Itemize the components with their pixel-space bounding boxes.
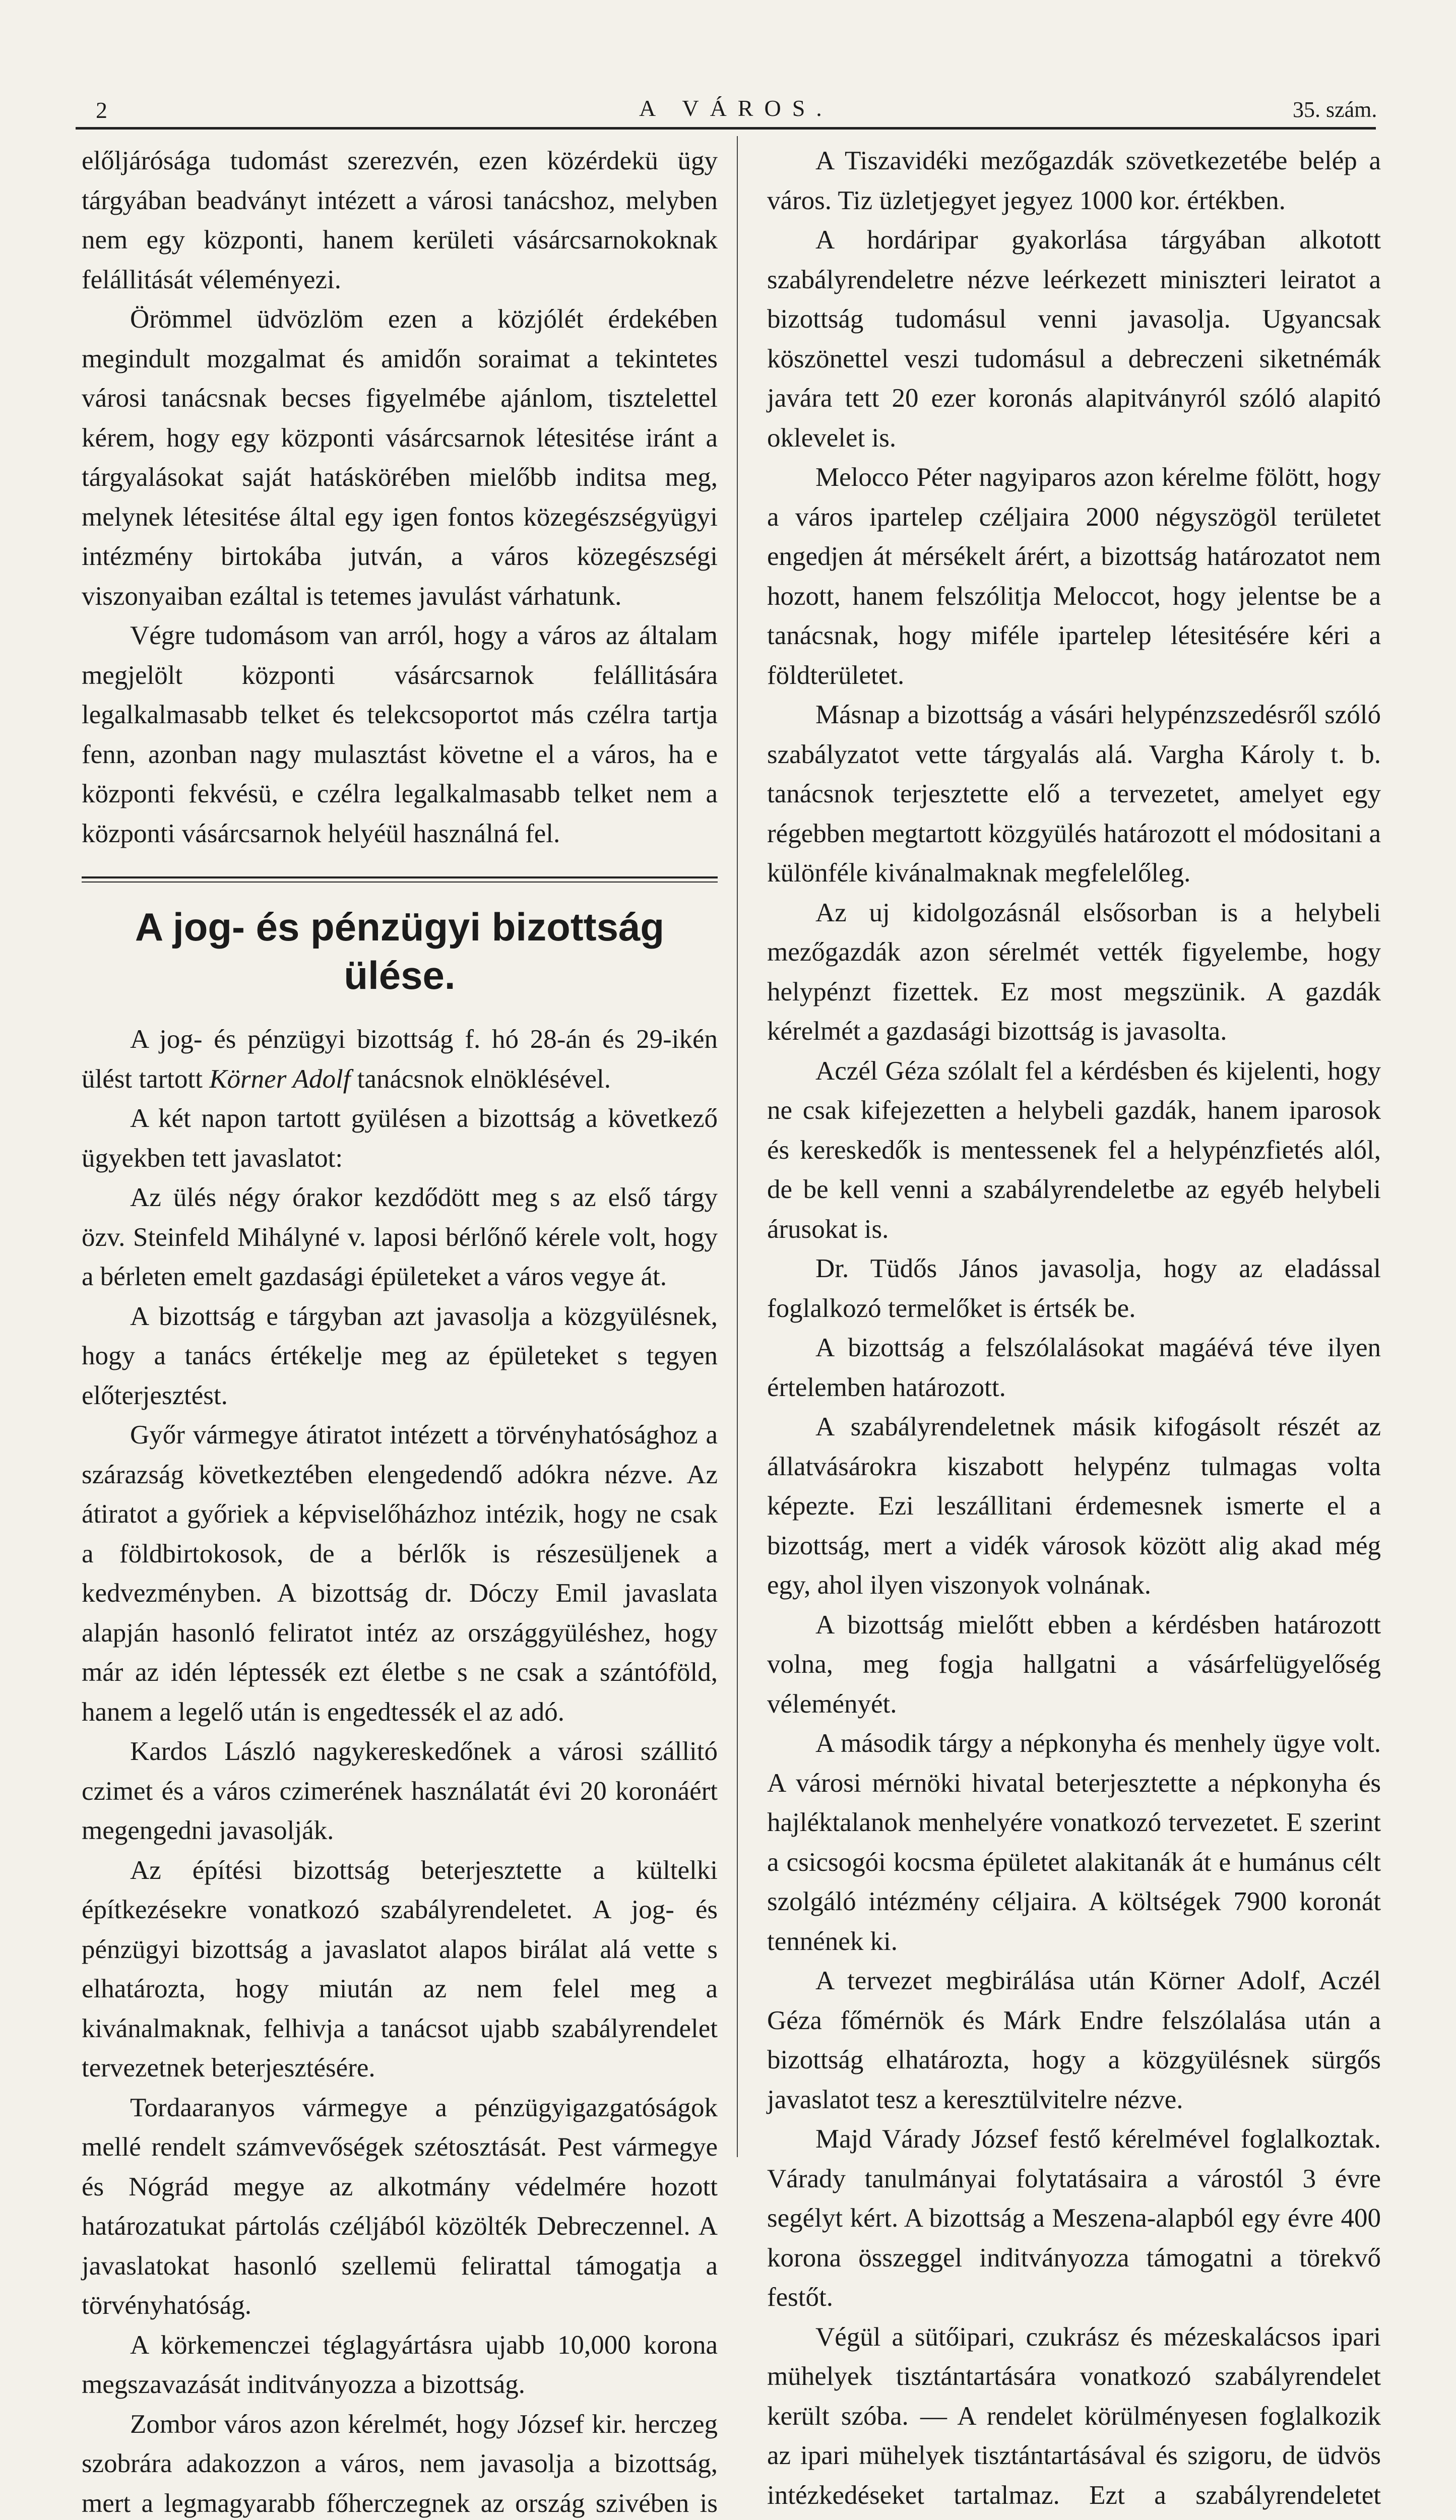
paragraph: Aczél Géza szólalt fel a kérdésben és kijelenti, hogy ne csak kifejezetten a helybeli gazdák, hanem iparosok és kereskedők is mentessenek fel a helypénzfietés alól, de be kell venni a szabályrendeletbe az egyéb helybeli árusokat is. [767, 1051, 1381, 1249]
paragraph: A hordáripar gyakorlása tárgyában alkotott szabályrendeletre nézve leérkezett miniszteri leiratot a bizottság tudomásul venni javasolja. Ugyancsak köszönettel veszi tudomásul a debreczeni siketnémák javára tett 20 ezer koronás alapitványról szóló alapitó oklevelet is. [767, 220, 1381, 458]
paragraph: Zombor város azon kérelmét, hogy József kir. herczeg szobrára adakozzon a város, nem javasolja a bizottság, mert a legmagyarabb főherczegnek az ország szivében is [82, 2405, 718, 2520]
paragraph: Az építési bizottság beterjesztette a kültelki építkezésekre vonatkozó szabályrendeletet. A jog- és pénzügyi bizottság a javaslatot alapos birálat alá vette s elhatározta, hogy miután az nem felel meg a kivánalmaknak, felhivja a tanácsot ujabb szabályrendelet tervezetnek beterjesztésére. [82, 1851, 718, 2088]
paragraph: Győr vármegye átiratot intézett a törvényhatósághoz a szárazság következtében elengedendő adókra nézve. Az átiratot a győriek a képviselőházhoz intézik, hogy ne csak a földbirtokosok, de a bérlők is részesüljenek a kedvezményben. A bizottság dr. Dóczy Emil javaslata alapján hasonló feliratot intéz az országgyüléshez, hogy már az idén léptessék ezt életbe s ne csak a szántóföld, hanem a legelő után is engedtessék el az adó. [82, 1415, 718, 1732]
intro-text: A jog- és pénzügyi bizottság f. hó 28-án és 29-ikén ülést tartott [82, 1025, 718, 1094]
paragraph: Másnap a bizottság a vásári helypénzszedésről szóló szabályzatot vette tárgyalás alá. Vargha Károly t. b. tanácsnok terjesztette elő a tervezetet, amelyet egy régebben megtartott közgyülés határozott el módositani a különféle kivánalmaknak megfelelőleg. [767, 695, 1381, 893]
page-number: 2 [96, 97, 107, 123]
paragraph: Végül a sütőipari, czukrász és mézeskalácsos ipari mühelyek tisztántartására vonatkozó szabályrendelet került szóba. — A rendelet körülményesen foglalkozik az ipari mühelyek tisztántartásával és szigoru, de üdvös intézkedéseket tartalmaz. Ezt a szabályrendeletet [767, 2317, 1381, 2520]
newspaper-title: A VÁROS. [639, 95, 833, 121]
section-divider [82, 876, 718, 878]
right-column [767, 141, 1381, 2520]
paragraph: A bizottság a felszólalásokat magáévá téve ilyen értelemben határozott. [767, 1328, 1381, 1407]
paragraph: A szabályrendeletnek másik kifogásolt részét az állatvásárokra kiszabott helypénz tulmagas volta képezte. Ezi leszállitani érdemesnek ismerte el a bizottság, mert a vidék városok között alig akad még egy, ahol ilyen viszonyok volnának. [767, 1407, 1381, 1605]
section-heading: A jog- és pénzügyi bizottság ülése. [82, 903, 718, 999]
chairman-name: Körner Adolf [209, 1064, 350, 1094]
page-header [0, 86, 1456, 131]
left-column [82, 141, 718, 2520]
paragraph: Az ülés négy órakor kezdődött meg s az első tárgy özv. Steinfeld Mihályné v. laposi bérlőnő kérele volt, hogy a bérleten emelt gazdasági épületeket a város vegye át. [82, 1178, 718, 1297]
section-divider-thin [82, 881, 718, 883]
paragraph: Dr. Tüdős János javasolja, hogy az eladással foglalkozó termelőket is értsék be. [767, 1249, 1381, 1328]
paragraph: A második tárgy a népkonyha és menhely ügye volt. A városi mérnöki hivatal beterjesztette a népkonyha és hajléktalanok menhelyére vonatkozó tervezetet. E szerint a csicsogói kocsma épületet alakitanák át e humánus célt szolgáló intézmény céljaira. A költségek 7900 koronát tennének ki. [767, 1724, 1381, 1961]
paragraph: A körkemenczei téglagyártásra ujabb 10,000 korona megszavazását inditványozza a bizottság. [82, 2325, 718, 2405]
header-rule [76, 127, 1376, 130]
paragraph: Majd Várady József festő kérelmével foglalkoztak. Várady tanulmányai folytatásaira a várostól 3 évre segélyt kért. A bizottság a Meszena-alapból egy évre 400 korona összeggel inditványozza támogatni a törekvő festőt. [767, 2119, 1381, 2317]
column-divider [737, 136, 738, 2157]
paragraph: A Tiszavidéki mezőgazdák szövetkezetébe belép a város. Tiz üzletjegyet jegyez 1000 kor. értékben. [767, 141, 1381, 220]
paragraph: Az uj kidolgozásnál elsősorban is a helybeli mezőgazdák azon sérelmét vették figyelembe, hogy helypénzt fizettek. Ez most megszünik. A gazdák kérelmét a gazdasági bizottság is javasolta. [767, 893, 1381, 1051]
paragraph: Végre tudomásom van arról, hogy a város az általam megjelölt központi vásárcsarnok felállitására legalkalmasabb telket és telekcsoportot más czélra tartja fenn, azonban nagy mulasztást követne el a város, ha e központi fekvésü, e czélra legalkalmasabb telket nem a központi vásárcsarnok helyéül használná fel. [82, 616, 718, 853]
paragraph: A tervezet megbirálása után Körner Adolf, Aczél Géza főmérnök és Márk Endre felszólalása után a bizottság elhatározta, hogy a közgyülésnek sürgős javaslatot tesz a keresztülvitelre nézve. [767, 1961, 1381, 2119]
paragraph: Melocco Péter nagyiparos azon kérelme fölött, hogy a város ipartelep czéljaira 2000 négyszögöl területet engedjen át mérsékelt árért, a bizottság határozatot nem hozott, hanem felszólitja Meloccot, hogy jelentse be a tanácsnak, hogy miféle ipartelep létesitésére kéri a földterületet. [767, 458, 1381, 695]
paragraph: Tordaaranyos vármegye a pénzügyigazgatóságok mellé rendelt számvevőségek szétosztását. Pest vármegye és Nógrád megye az alkotmány védelmére hozott határozatukat pártolás czéljából közölték Debreczennel. A javaslatokat hasonló szellemü felirattal támogatja a törvényhatóság. [82, 2088, 718, 2325]
paragraph: előljárósága tudomást szerezvén, ezen közérdekü ügy tárgyában beadványt intézett a városi tanácshoz, melyben nem egy központi, hanem kerületi vásárcsarnokoknak felállitását véleményezi. [82, 141, 718, 299]
paragraph: A bizottság mielőtt ebben a kérdésben határozott volna, meg fogja hallgatni a vásárfelügyelőség véleményét. [767, 1605, 1381, 1724]
issue-number: 35. szám. [1293, 97, 1377, 122]
paragraph: Kardos László nagykereskedőnek a városi szállitó czimet és a város czimerének használatát évi 20 koronáért megengedni javasolják. [82, 1732, 718, 1851]
paragraph: A két napon tartott gyülésen a bizottság a következő ügyekben tett javaslatot: [82, 1099, 718, 1178]
paragraph: A bizottság e tárgyban azt javasolja a közgyülésnek, hogy a tanács értékelje meg az épületeket s tegyen előterjesztést. [82, 1297, 718, 1416]
paragraph-intro [82, 1020, 718, 1099]
paragraph: Örömmel üdvözlöm ezen a közjólét érdekében megindult mozgalmat és amidőn soraimat a tekintetes városi tanácsnak becses figyelmébe ajánlom, tisztelettel kérem, hogy egy központi vásárcsarnok létesitése iránt a tárgyalásokat saját hatáskörében mielőbb inditsa meg, melynek létesitése által egy igen fontos közegészségyügyi intézmény birtokába jutván, a város közegészségi viszonyaiban ezáltal is tetemes javulást várhatunk. [82, 299, 718, 616]
intro-text-end: tanácsnok elnöklésével. [357, 1064, 611, 1094]
